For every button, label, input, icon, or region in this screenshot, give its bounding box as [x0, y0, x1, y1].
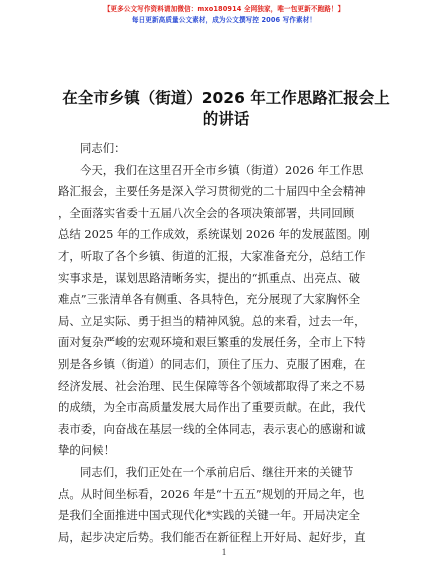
- body-line: 经济发展、社会治理、民生保障等各个领域都取得了来之不易: [58, 378, 366, 393]
- body-line: 同志们，我们正处在一个承前启后、继往开来的关键节: [80, 464, 354, 479]
- promo-banner: [0, 4, 448, 26]
- body-line: 才，听取了各个乡镇、街道的汇报，大家准备充分，总结工作: [58, 248, 366, 263]
- promo-banner-line-1: 【更多公文写作资料请加微信：mxo180914 全网独家，唯一包更新不跑路！】: [103, 5, 345, 13]
- body-line: 局、立足实际、勇于担当的精神风貌。总的来看，过去一年，: [58, 313, 366, 328]
- speech-body: [58, 138, 394, 548]
- promo-banner-line-2: 每日更新高质量公文素材，成为公文撰写控 2006 写作素材！: [131, 16, 317, 24]
- body-line: 点。从时间坐标看，2026 年是“十五五”规划的开局之年，也: [58, 486, 365, 501]
- body-line: 挚的问候！: [58, 443, 115, 458]
- body-line: 同志们：: [80, 141, 126, 155]
- page-number: 1: [221, 547, 227, 557]
- body-line: 的成绩，为全市高质量发展大局作出了重要贡献。在此，我代: [58, 400, 366, 415]
- body-line: 今天，我们在这里召开全市乡镇（街道）2026 年工作思: [80, 162, 364, 177]
- body-line: 路汇报会，主要任务是深入学习贯彻党的二十届四中全会精神: [58, 184, 366, 199]
- body-line: 别是各乡镇（街道）的同志们，顶住了压力、克服了困难，在: [58, 356, 366, 371]
- body-line: 表市委，向奋战在基层一线的全体同志，表示衷心的感谢和诚: [58, 421, 366, 436]
- body-line: 面对复杂严峻的宏观环境和艰巨繁重的发展任务，全市上下特: [58, 335, 366, 350]
- document-title-line-2: 的讲话: [202, 110, 250, 128]
- body-line: 总结 2025 年的工作成效，系统谋划 2026 年的发展蓝图。刚: [58, 227, 370, 242]
- body-line: ，全面落实省委十五届八次全会的各项决策部署，共同回顾: [58, 205, 355, 220]
- body-line: 是我们全面推进中国式现代化*实践的关键一年。开局决定全: [58, 508, 360, 523]
- document-title-line-1: 在全市乡镇（街道）2026 年工作思路汇报会上: [62, 89, 390, 107]
- document-title: [58, 88, 394, 130]
- body-line: 难点”三张清单各有侧重、各具特色，充分展现了大家胸怀全: [58, 292, 360, 307]
- body-line: 实事求是，谋划思路清晰务实，提出的“抓重点、出亮点、破: [58, 270, 360, 285]
- body-line: 局，起步决定后势。我们能否在新征程上开好局、起好步，直: [58, 529, 366, 544]
